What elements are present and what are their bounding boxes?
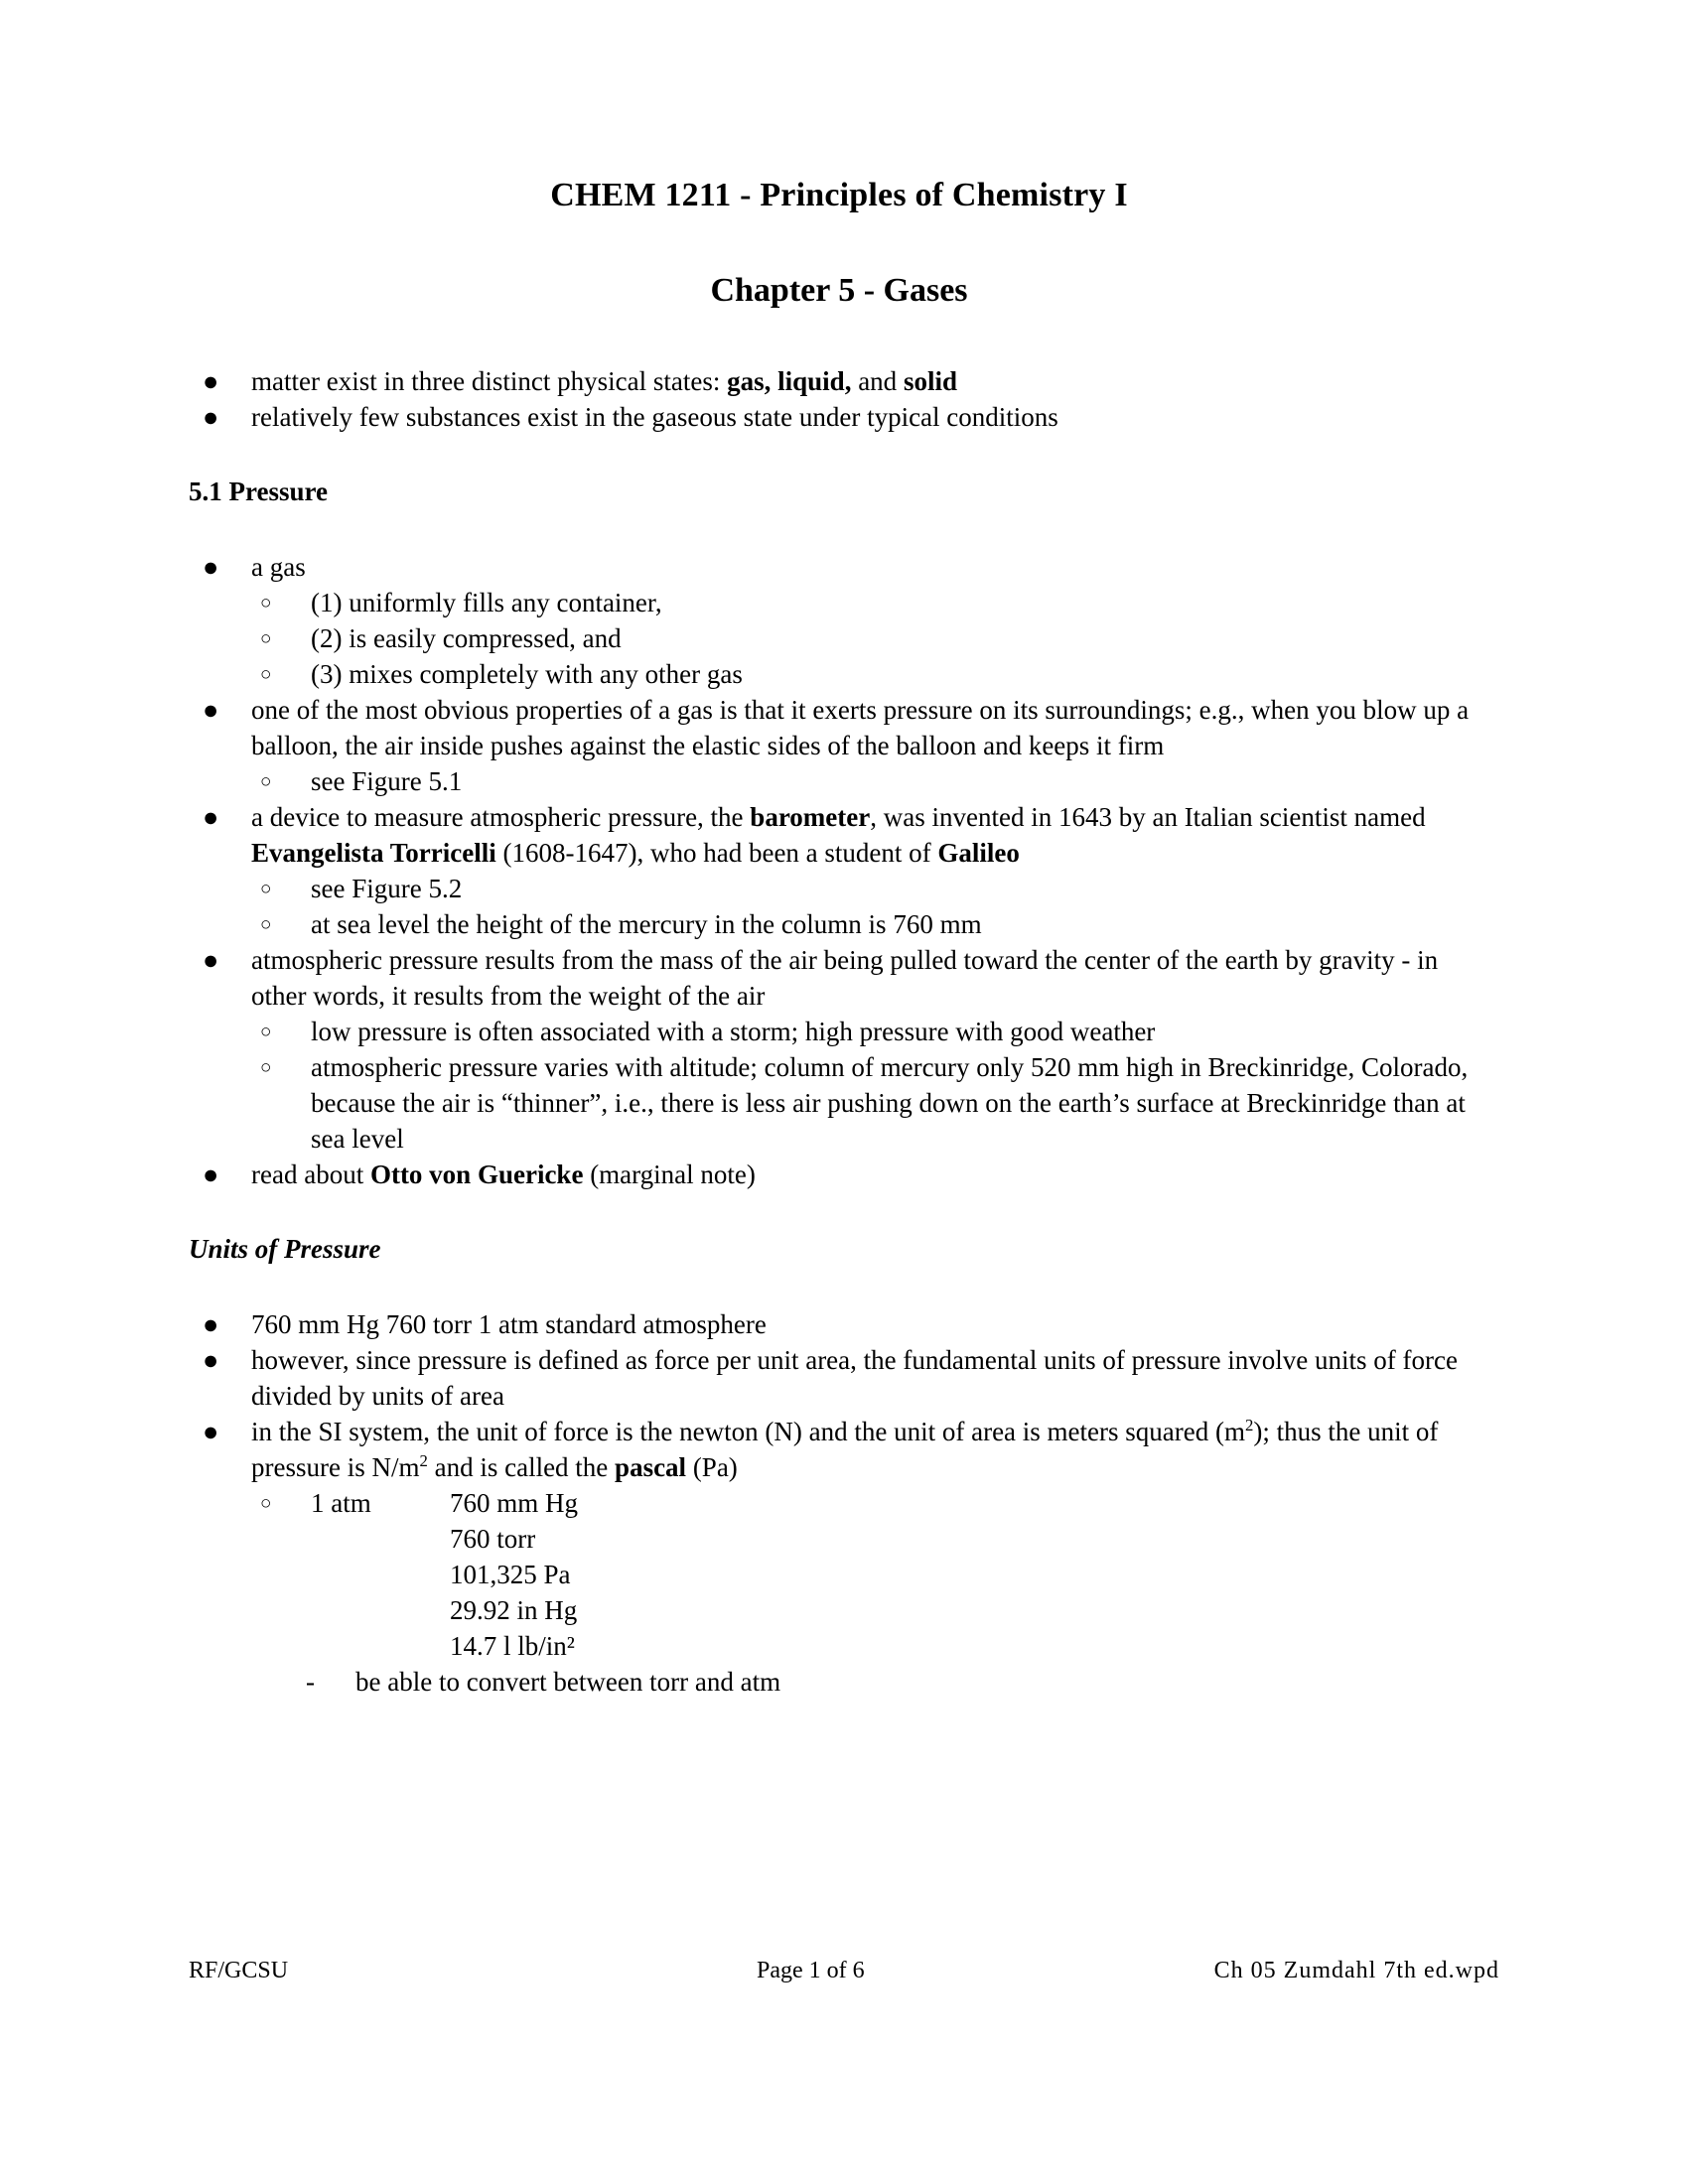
atmospheric-pressure-text: atmospheric pressure results from the mass of the air being pulled toward the center of the earth by gravity - in other words, it results from the weight of the air (251, 945, 1439, 1011)
obvious-property-text: one of the most obvious properties of a gas is that it exerts pressure on its surroundings; e.g., when you blow up a balloon, the air inside pushes against the elastic sides of the balloon and keeps it firm (251, 695, 1470, 760)
list-item (251, 871, 1489, 906)
list-item (189, 549, 1489, 692)
conversion-value-4: 14.7 l lb/in² (450, 1631, 575, 1661)
a-gas-text: a gas (251, 552, 306, 582)
conversion-table (311, 1485, 1489, 1664)
low-pressure-text: low pressure is often associated with a storm; high pressure with good weather (311, 1017, 1156, 1046)
atmospheric-sub-list (251, 1014, 1489, 1157)
list-item (251, 1014, 1489, 1049)
a-gas-sub-list (251, 585, 1489, 692)
list-item (251, 585, 1489, 620)
circle-bullet-icon: ○ (260, 1057, 272, 1078)
list-item (296, 1664, 1489, 1700)
a-gas-sub-1-text: (2) is easily compressed, and (311, 623, 622, 653)
list-item (189, 399, 1489, 435)
document-content (189, 179, 1489, 1700)
disc-bullet-icon: ● (203, 1160, 219, 1189)
conversion-key: 1 atm (311, 1488, 371, 1518)
list-item (251, 763, 1489, 799)
barometer-text: a device to measure atmospheric pressure, the barometer, was invented in 1643 by an Italian scientist named Evangelista Torricelli (1608-1647), who had been a student of Galileo (251, 802, 1426, 868)
dash-bullet-icon: - (306, 1667, 315, 1697)
disc-bullet-icon: ● (203, 1309, 219, 1339)
disc-bullet-icon: ● (203, 695, 219, 725)
intro-bullet-list (189, 363, 1489, 435)
section-heading-pressure: 5.1 Pressure (189, 477, 328, 506)
conversion-value-1: 760 torr (450, 1524, 536, 1554)
circle-bullet-icon: ○ (260, 771, 272, 792)
conversion-value-2: 101,325 Pa (450, 1560, 571, 1589)
conversion-values (450, 1485, 578, 1664)
see-figure-5-2-text: see Figure 5.2 (311, 874, 463, 903)
chapter-title: Chapter 5 - Gases (710, 272, 968, 309)
a-gas-sub-0-text: (1) uniformly fills any container, (311, 588, 662, 617)
circle-bullet-icon: ○ (260, 664, 272, 685)
convert-note-text: be able to convert between torr and atm (355, 1667, 781, 1697)
page-title: CHEM 1211 - Principles of Chemistry I (550, 177, 1128, 213)
disc-bullet-icon: ● (203, 402, 219, 432)
list-item (189, 799, 1489, 942)
list-item (189, 1157, 1489, 1192)
list-item (251, 620, 1489, 656)
list-item (189, 1342, 1489, 1414)
force-per-area-text: however, since pressure is defined as force per unit area, the fundamental units of pressure involve units of force divided by units of area (251, 1345, 1458, 1411)
disc-bullet-icon: ● (203, 945, 219, 975)
sea-level-height-text: at sea level the height of the mercury in the column is 760 mm (311, 909, 982, 939)
see-figure-5-1-text: see Figure 5.1 (311, 766, 463, 796)
obvious-property-sub-list (251, 763, 1489, 799)
footer-author: RF/GCSU (189, 1958, 289, 1983)
list-item (189, 1306, 1489, 1342)
subsection-heading-units-of-pressure: Units of Pressure (189, 1234, 381, 1264)
list-item (251, 656, 1489, 692)
list-item (189, 942, 1489, 1157)
circle-bullet-icon: ○ (260, 628, 272, 649)
disc-bullet-icon: ● (203, 802, 219, 832)
list-item (251, 906, 1489, 942)
conversion-value-3: 29.92 in Hg (450, 1595, 578, 1625)
circle-bullet-icon: ○ (260, 879, 272, 899)
list-item (251, 1049, 1489, 1157)
guericke-text: read about Otto von Guericke (marginal note) (251, 1160, 756, 1189)
circle-bullet-icon: ○ (260, 1022, 272, 1042)
disc-bullet-icon: ● (203, 366, 219, 396)
list-item (189, 363, 1489, 399)
units-bullet-list (189, 1306, 1489, 1700)
disc-bullet-icon: ● (203, 1345, 219, 1375)
page-footer (189, 1956, 1499, 1985)
circle-bullet-icon: ○ (260, 593, 272, 614)
list-item (189, 1414, 1489, 1700)
intro-bullet-1-text: relatively few substances exist in the gaseous state under typical conditions (251, 402, 1058, 432)
disc-bullet-icon: ● (203, 552, 219, 582)
intro-bullet-0-text: matter exist in three distinct physical states: gas, liquid, and solid (251, 366, 957, 396)
footer-page-number: Page 1 of 6 (757, 1958, 865, 1983)
barometer-sub-list (251, 871, 1489, 942)
conversion-sub-list (251, 1485, 1489, 1700)
altitude-variation-text: atmospheric pressure varies with altitude; column of mercury only 520 mm high in Breckinridge, Colorado, because the air is “thinner”, i.e., there is less air pushing down on the earth’s surface at Breckinridge than at sea level (311, 1052, 1469, 1154)
footer-filename: Ch 05 Zumdahl 7th ed.wpd (1213, 1958, 1499, 1983)
a-gas-sub-2-text: (3) mixes completely with any other gas (311, 659, 743, 689)
si-system-text: in the SI system, the unit of force is the newton (N) and the unit of area is meters squared $(m^2)$; thus the unit of pressure is $N/m^2$ and is called the pascal (Pa) (251, 1416, 1439, 1482)
circle-bullet-icon: ○ (260, 914, 272, 935)
list-item (251, 1485, 1489, 1664)
list-item (189, 692, 1489, 799)
standard-atmosphere-text: 760 mm Hg 760 torr 1 atm standard atmosphere (251, 1309, 767, 1339)
pressure-bullet-list (189, 549, 1489, 1192)
disc-bullet-icon: ● (203, 1417, 219, 1446)
circle-bullet-icon: ○ (260, 1493, 272, 1514)
conversion-value-0: 760 mm Hg (450, 1488, 579, 1518)
